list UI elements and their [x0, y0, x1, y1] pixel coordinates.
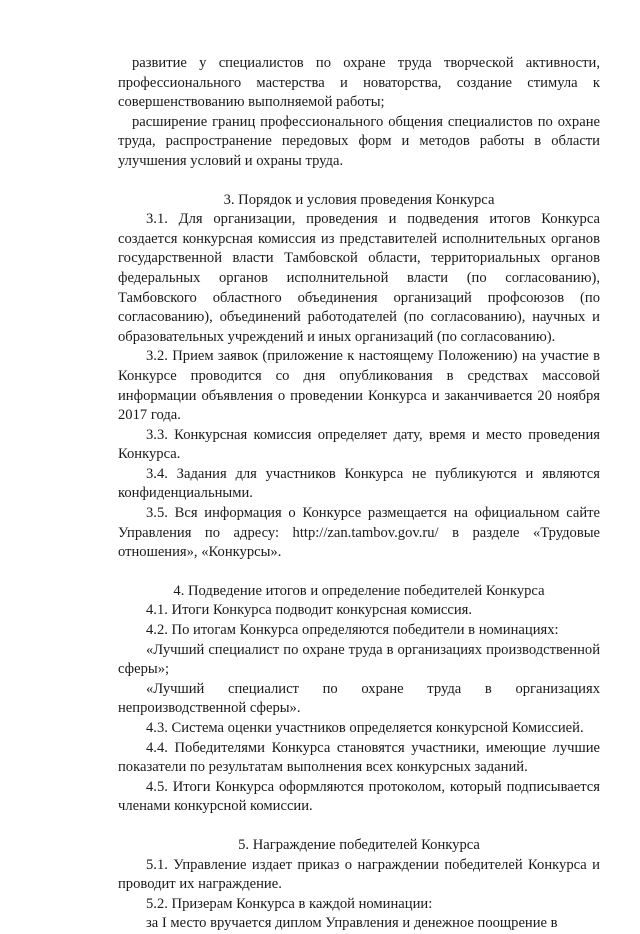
section-5-title: 5. Награждение победителей Конкурса	[238, 836, 480, 853]
section-5-item-1: 5.1. Управление издает приказ о награждении победителей Конкурса и проводит их награждение.	[118, 856, 600, 893]
section-4-item-4: 4.4. Победителями Конкурса становятся участники, имеющие лучшие показатели по результатам выполнения всех конкурсных заданий.	[118, 739, 600, 776]
section-3-item-5: 3.5. Вся информация о Конкурсе размещается на официальном сайте Управления по адресу: http://zan.tambov.gov.ru/ в разделе «Трудовые отношения», «Конкурсы».	[118, 505, 600, 561]
section-3-item-4: 3.4. Задания для участников Конкурса не публикуются и являются конфиденциальными.	[118, 465, 600, 502]
section-4-title: 4. Подведение итогов и определение победителей Конкурса	[173, 582, 545, 599]
section-5-item-2: 5.2. Призерам Конкурса в каждой номинации:	[146, 895, 433, 912]
intro-paragraph-2: расширение границ профессионального общения специалистов по охране труда, распространение передовых форм и методов работы в области улучшения условий и охраны труда.	[118, 113, 600, 169]
section-4-item-5: 4.5. Итоги Конкурса оформляются протоколом, который подписывается членами конкурсной комиссии.	[118, 778, 600, 815]
section-4-nomination-1: «Лучший специалист по охране труда в организациях производственной сферы»;	[118, 641, 600, 678]
section-3-item-1: 3.1. Для организации, проведения и подведения итогов Конкурса создается конкурсная комиссия из представителей исполнительных органов государственной власти Тамбовской области, территориальных органов федеральных органов исполнительной власти (по согласованию), Тамбовского областного объединения организаций профсоюзов (по согласованию), объединений работодателей (по согласованию), научных и образовательных учреждений и иных организаций (по согласованию).	[118, 211, 600, 345]
section-4-nomination-2: «Лучший специалист по охране труда в организациях непроизводственной сферы».	[118, 680, 600, 717]
intro-paragraph-1: развитие у специалистов по охране труда творческой активности, профессионального мастерства и новаторства, создание стимула к совершенствованию выполняемой работы;	[118, 55, 600, 111]
section-3-item-3: 3.3. Конкурсная комиссия определяет дату, время и место проведения Конкурса.	[118, 426, 600, 463]
section-4-item-2: 4.2. По итогам Конкурса определяются победители в номинациях:	[146, 622, 559, 639]
section-4-item-3: 4.3. Система оценки участников определяется конкурсной Комиссией.	[146, 720, 584, 736]
section-5-item-3: за I место вручается диплом Управления и денежное поощрение в	[146, 915, 558, 932]
section-3-item-2: 3.2. Прием заявок (приложение к настоящему Положению) на участие в Конкурсе проводится со дня опубликования в средствах массовой информации объявления о проведении Конкурса и заканчивается 20 ноября 2017 года.	[118, 348, 600, 424]
section-3-title: 3. Порядок и условия проведения Конкурса	[223, 191, 495, 208]
section-4-item-1: 4.1. Итоги Конкурса подводит конкурсная комиссия.	[146, 602, 473, 619]
